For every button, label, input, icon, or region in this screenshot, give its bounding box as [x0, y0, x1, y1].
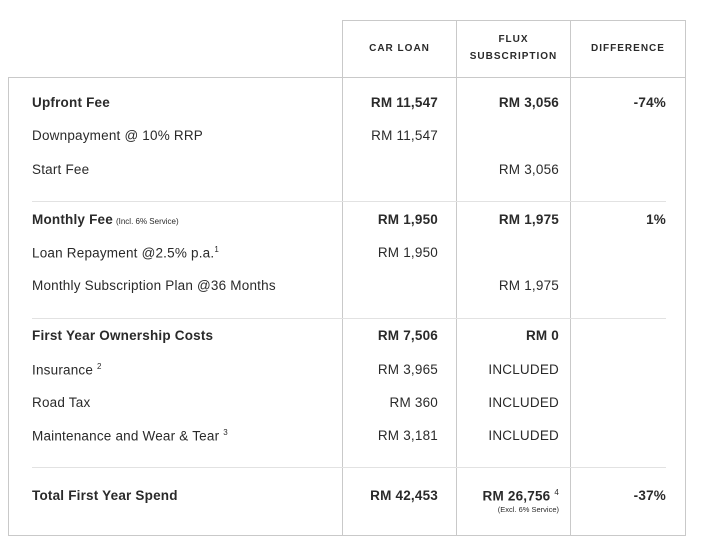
column-divider-flux [456, 20, 457, 536]
upfront-fee-label: Upfront Fee [32, 95, 110, 110]
total-difference: -37% [633, 488, 666, 503]
maintenance-label [32, 428, 228, 444]
downpayment-car-loan: RM 11,547 [371, 128, 438, 143]
road-tax-label: Road Tax [32, 395, 91, 410]
monthly-fee-label [32, 212, 179, 227]
column-divider-difference [570, 20, 571, 536]
column-header-flux [457, 31, 570, 65]
loan-repayment-car-loan: RM 1,950 [377, 245, 438, 260]
loan-repayment-text: Loan Repayment @2.5% p.a. [32, 245, 215, 261]
first-year-label: First Year Ownership Costs [32, 328, 214, 343]
insurance-flux: INCLUDED [488, 362, 559, 377]
monthly-fee-flux: RM 1,975 [498, 212, 559, 227]
monthly-fee-difference: 1% [646, 212, 666, 227]
upfront-fee-car-loan: RM 11,547 [370, 95, 438, 110]
first-year-car-loan: RM 7,506 [377, 328, 438, 343]
first-year-flux: RM 0 [525, 328, 559, 343]
total-label: Total First Year Spend [32, 488, 178, 503]
downpayment-label: Downpayment @ 10% RRP [32, 128, 203, 143]
column-header-car-loan: CAR LOAN [369, 43, 430, 54]
maintenance-text: Maintenance and Wear & Tear [32, 428, 220, 444]
road-tax-car-loan: RM 360 [389, 395, 438, 410]
start-fee-label: Start Fee [32, 162, 90, 177]
total-flux-note: (Excl. 6% Service) [497, 505, 559, 514]
total-flux-value: RM 26,756 [482, 488, 551, 504]
section-divider [32, 201, 666, 202]
insurance-car-loan: RM 3,965 [377, 362, 438, 377]
monthly-fee-car-loan: RM 1,950 [377, 212, 438, 227]
upfront-fee-difference: -74% [633, 95, 666, 110]
column-header-flux-line2: SUBSCRIPTION [469, 51, 558, 62]
start-fee-flux: RM 3,056 [498, 162, 559, 177]
upfront-fee-flux: RM 3,056 [498, 95, 559, 110]
insurance-label [32, 362, 102, 378]
footnote-marker: 4 [554, 488, 559, 497]
subscription-plan-label: Monthly Subscription Plan @36 Months [32, 278, 276, 293]
footnote-marker: 1 [214, 245, 219, 254]
column-header-difference: DIFFERENCE [591, 43, 665, 54]
section-divider [32, 318, 666, 319]
monthly-fee-note: (Incl. 6% Service) [115, 217, 179, 226]
section-divider [32, 467, 666, 468]
road-tax-flux: INCLUDED [488, 395, 559, 410]
footnote-marker: 3 [223, 428, 228, 437]
subscription-plan-flux: RM 1,975 [498, 278, 559, 293]
insurance-text: Insurance [32, 362, 94, 378]
loan-repayment-label [32, 245, 219, 261]
column-header-flux-line1: FLUX [498, 34, 529, 45]
total-flux [483, 488, 559, 504]
maintenance-car-loan: RM 3,181 [377, 428, 438, 443]
footnote-marker: 2 [97, 362, 102, 371]
monthly-fee-title: Monthly Fee [32, 212, 113, 227]
maintenance-flux: INCLUDED [488, 428, 559, 443]
total-car-loan: RM 42,453 [370, 488, 438, 503]
